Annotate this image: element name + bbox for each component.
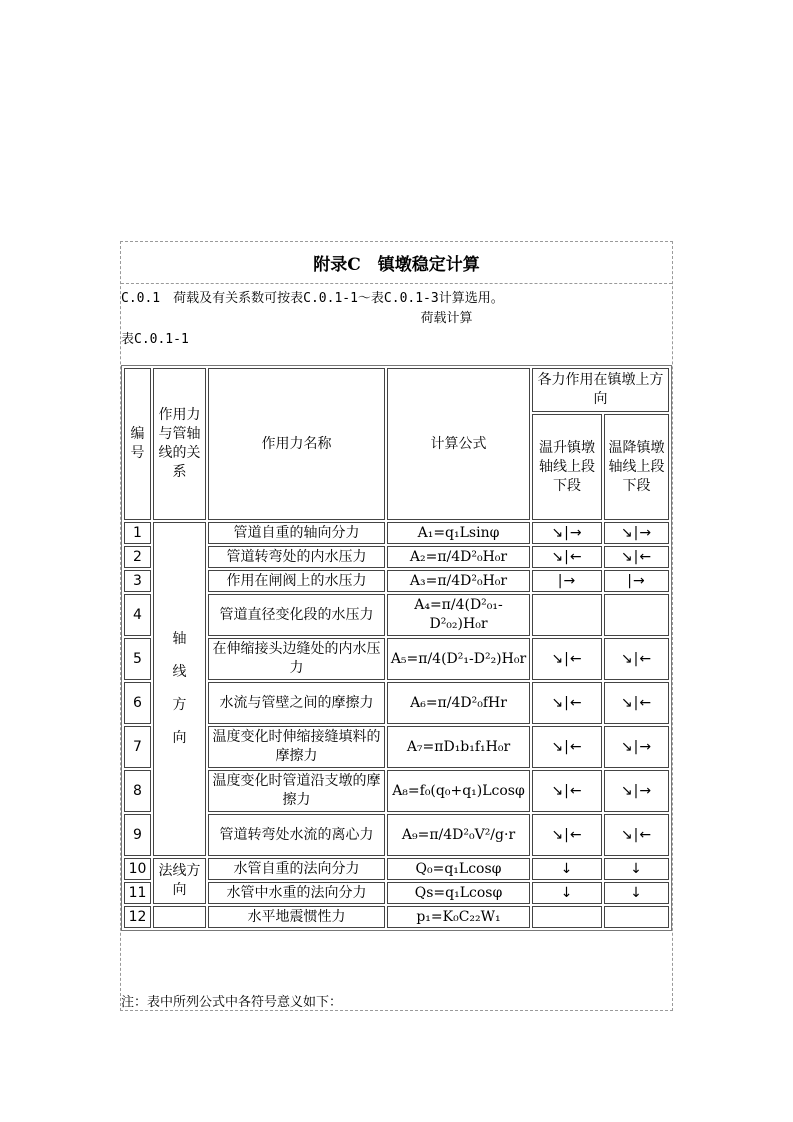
row-formula: A₇=πD₁b₁f₁H₀r [387,726,530,768]
row-force-name: 水管自重的法向分力 [208,858,385,880]
row-fall-direction: ↓ [604,858,669,880]
row-num: 11 [124,882,151,904]
row-force-name: 水管中水重的法向分力 [208,882,385,904]
row-num: 3 [124,570,151,592]
row-formula: Qs=q₁Lcosφ [387,882,530,904]
row-rise-direction: ↘|← [532,638,602,680]
table-row [124,858,669,880]
group-empty [153,906,206,928]
row-num: 9 [124,814,151,856]
row-num: 2 [124,546,151,568]
group-axis-direction [153,522,206,856]
row-formula: A₄=π/4(D²₀₁-D²₀₂)H₀r [387,594,530,636]
row-fall-direction [604,906,669,928]
row-force-name: 水平地震惯性力 [208,906,385,928]
row-formula: A₆=π/4D²₀fHr [387,682,530,724]
group-normal-direction: 法线方向 [153,858,206,904]
group-axis-char: 轴 [172,631,187,647]
table-row [124,522,669,544]
row-force-name: 管道直径变化段的水压力 [208,594,385,636]
table-number: 表C.0.1-1 [121,332,189,347]
row-force-name: 管道转弯处水流的离心力 [208,814,385,856]
row-num: 7 [124,726,151,768]
row-num: 1 [124,522,151,544]
row-num: 6 [124,682,151,724]
header-direction: 各力作用在镇墩上方向 [532,368,669,412]
header-relation: 作用力与管轴线的关系 [153,368,206,520]
table-row [124,906,669,928]
row-fall-direction [604,594,669,636]
group-axis-char: 方 [172,697,187,713]
row-rise-direction: ↓ [532,882,602,904]
row-fall-direction: ↘|← [604,814,669,856]
intro-text: C.0.1 荷载及有关系数可按表C.0.1-1～表C.0.1-3计算选用。 [121,291,504,306]
load-table [121,365,672,931]
row-force-name: 水流与管壁之间的摩擦力 [208,682,385,724]
row-formula: A₅=π/4(D²₁-D²₂)H₀r [387,638,530,680]
row-num: 8 [124,770,151,812]
row-num: 4 [124,594,151,636]
load-table-wrap [121,365,672,931]
row-fall-direction: ↘|← [604,638,669,680]
row-fall-direction: |→ [604,570,669,592]
row-fall-direction: ↘|← [604,682,669,724]
row-rise-direction [532,906,602,928]
row-rise-direction: ↘|→ [532,522,602,544]
appendix-title: 附录C 镇墩稳定计算 [121,242,672,284]
header-name: 作用力名称 [208,368,385,520]
document-frame [120,241,673,1011]
row-fall-direction: ↘|← [604,546,669,568]
row-rise-direction [532,594,602,636]
table-caption: 荷载计算 [420,311,473,326]
row-fall-direction: ↘|→ [604,522,669,544]
row-fall-direction: ↘|→ [604,726,669,768]
row-rise-direction: ↘|← [532,546,602,568]
row-force-name: 在伸缩接头边缝处的内水压力 [208,638,385,680]
row-force-name: 温度变化时伸缩接缝填料的摩擦力 [208,726,385,768]
row-formula: A₁=q₁Lsinφ [387,522,530,544]
row-force-name: 作用在闸阀上的水压力 [208,570,385,592]
row-force-name: 管道自重的轴向分力 [208,522,385,544]
row-rise-direction: ↘|← [532,682,602,724]
row-formula: A₃=π/4D²₀H₀r [387,570,530,592]
row-num: 5 [124,638,151,680]
row-rise-direction: |→ [532,570,602,592]
row-fall-direction: ↘|→ [604,770,669,812]
header-rise: 温升镇墩轴线上段 下段 [532,414,602,520]
row-rise-direction: ↘|← [532,770,602,812]
row-force-name: 温度变化时管道沿支墩的摩擦力 [208,770,385,812]
row-rise-direction: ↘|← [532,814,602,856]
header-fall: 温降镇墩轴线上段下段 [604,414,669,520]
group-axis-char: 线 [172,664,187,680]
row-num: 12 [124,906,151,928]
header-num: 编号 [124,368,151,520]
row-formula: p₁=K₀C₂₂W₁ [387,906,530,928]
row-formula: A₈=f₀(q₀+q₁)Lcosφ [387,770,530,812]
row-num: 10 [124,858,151,880]
row-force-name: 管道转弯处的内水压力 [208,546,385,568]
row-formula: A₂=π/4D²₀H₀r [387,546,530,568]
table-note: 注：表中所列公式中各符号意义如下： [121,995,343,1010]
row-formula: Q₀=q₁Lcosφ [387,858,530,880]
row-fall-direction: ↓ [604,882,669,904]
header-formula: 计算公式 [387,368,530,520]
group-axis-char: 向 [172,730,187,746]
row-rise-direction: ↓ [532,858,602,880]
row-formula: A₉=π/4D²₀V²/g·r [387,814,530,856]
row-rise-direction: ↘|← [532,726,602,768]
